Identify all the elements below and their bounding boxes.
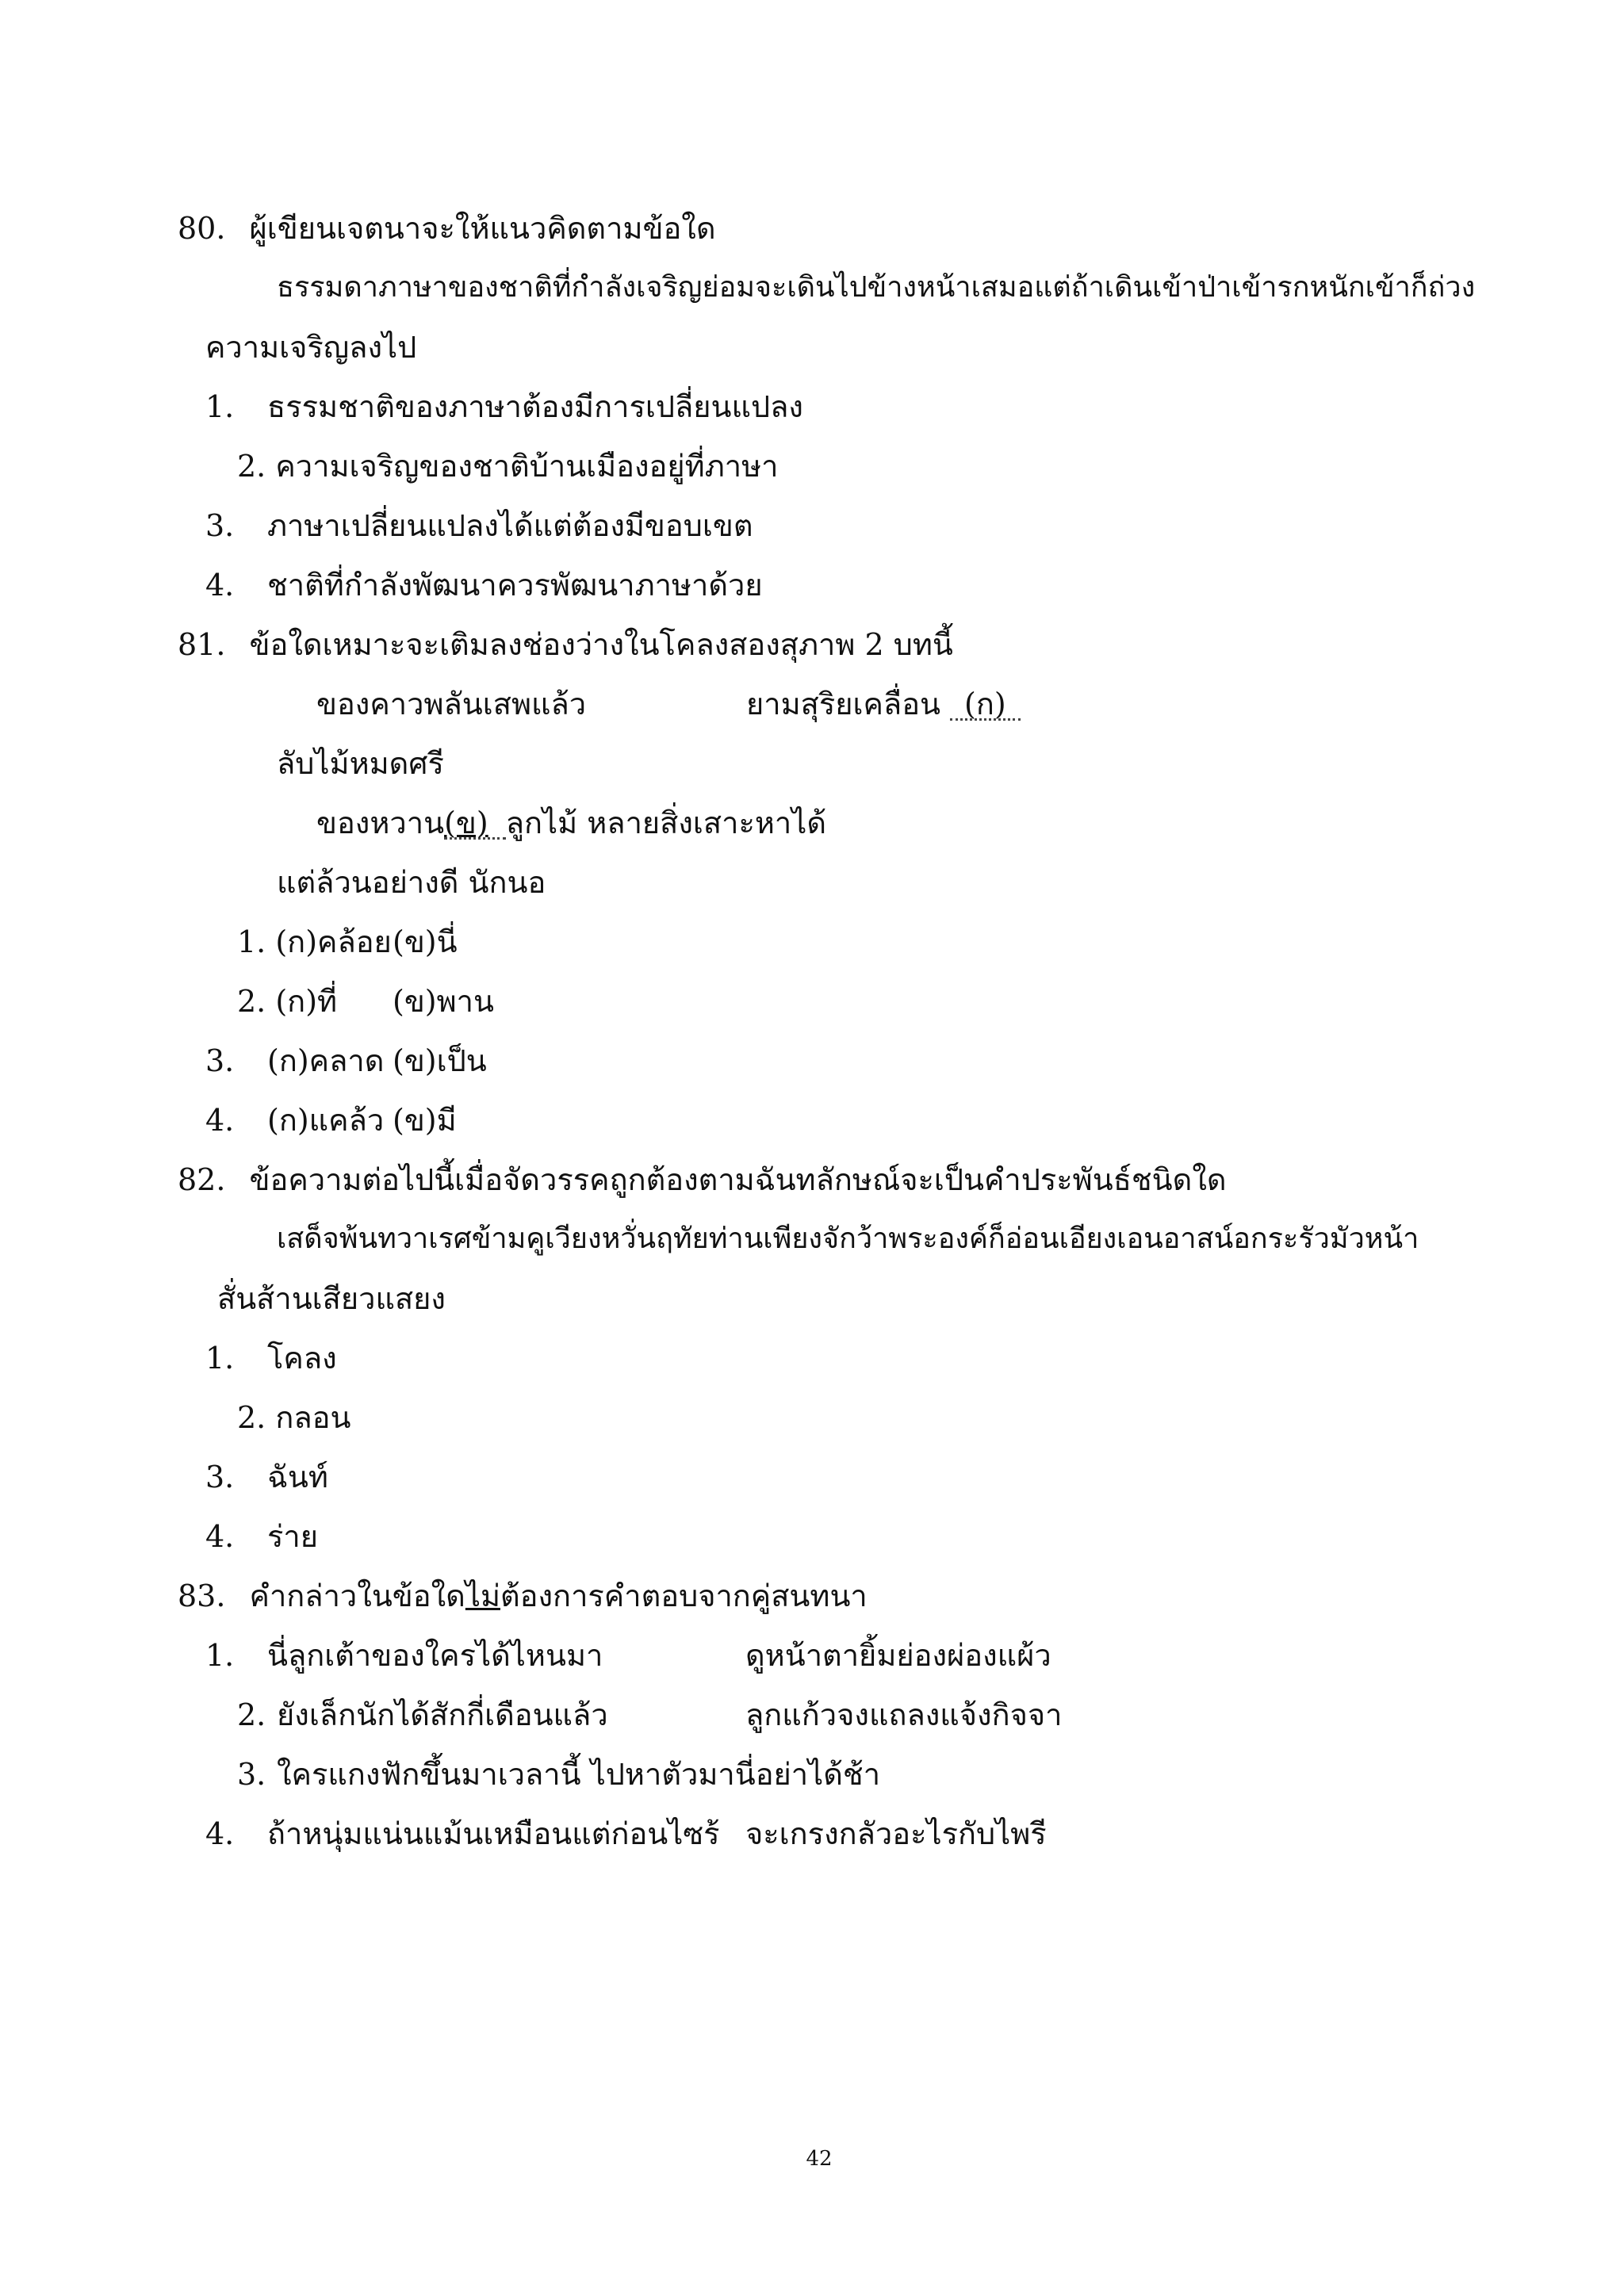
option-3: 3. ภาษาเปลี่ยนแปลงได้แต่ต้องมีขอบเขต — [205, 508, 753, 543]
question-text: ผู้เขียนเจตนาจะให้แนวคิดตามข้อใด — [249, 211, 716, 246]
page-number: 42 — [806, 2147, 833, 2171]
option-1: 1. โคลง — [205, 1341, 337, 1376]
question-number: 82. — [178, 1162, 226, 1197]
question-text: ข้อใดเหมาะจะเติมลงช่องว่างในโคลงสองสุภาพ 2 บทนี้ — [249, 627, 953, 662]
question-81 — [178, 621, 953, 668]
passage-line: ความเจริญลงไป — [205, 330, 417, 365]
blank-a: (ก) — [964, 687, 1006, 721]
option-2: 2. กลอน — [237, 1400, 351, 1435]
option-3: 3. ใครแกงฟักขึ้นมาเวลานี้ ไปหาตัวมานี่อย่าได้ช้า — [237, 1757, 881, 1792]
question-number: 80. — [178, 211, 226, 246]
option-4: 4. ร่าย — [205, 1519, 319, 1554]
question-text: ข้อความต่อไปนี้เมื่อจัดวรรคถูกต้องตามฉันทลักษณ์จะเป็นคำประพันธ์ชนิดใด — [249, 1162, 1227, 1197]
poem-line: ของหวาน(ข) ลูกไม้ หลายสิ่งเสาะหาได้ — [316, 806, 827, 840]
passage-line: เสด็จพ้นทวาเรศข้ามคูเวียงหวั่นฤทัยท่านเพียงจักว้าพระองค์ก็อ่อนเอียงเอนอาสน์อกระรัวมัวหน้า — [277, 1223, 1419, 1255]
passage-line: ธรรมดาภาษาของชาติที่กำลังเจริญย่อมจะเดินไปข้างหน้าเสมอแต่ถ้าเดินเข้าป่าเข้ารกหนักเข้าก็ถ่วง — [277, 271, 1476, 304]
question-80 — [178, 205, 716, 252]
question-83 — [178, 1572, 868, 1620]
blank-b: (ข) — [444, 806, 488, 840]
poem-line: ของคาวพลันเสพแล้ว ยามสุริยเคลื่อน (ก) — [316, 680, 586, 728]
option-4: 4. ชาติที่กำลังพัฒนาควรพัฒนาภาษาด้วย — [205, 568, 763, 603]
emphasis-underline: ไม่ — [465, 1578, 500, 1613]
option-1: 1. (ก)คล้อย (ข)นี่ — [237, 924, 458, 959]
option-4: 4. ถ้าหนุ่มแน่นแม้นเหมือนแต่ก่อนไซร้ จะเกรงกลัวอะไรกับไพรี — [205, 1816, 1047, 1851]
option-2: 2. (ก)ที่ (ข)พาน — [237, 984, 494, 1019]
option-3: 3. ฉันท์ — [205, 1460, 328, 1494]
poem-line: ลับไม้หมดศรี — [277, 746, 444, 781]
option-4: 4. (ก)แคล้ว (ข)มี — [205, 1103, 457, 1138]
option-2: 2. ยังเล็กนักได้สักกี่เดือนแล้ว ลูกแก้วจงแถลงแจ้งกิจจา — [237, 1697, 1063, 1732]
poem-line: แต่ล้วนอย่างดี นักนอ — [277, 865, 546, 900]
question-text: คำกล่าวในข้อใดไม่ต้องการคำตอบจากคู่สนทนา — [249, 1578, 868, 1613]
question-82 — [178, 1156, 1227, 1203]
option-3: 3. (ก)คลาด (ข)เป็น — [205, 1043, 487, 1078]
passage-line: สั่นส้านเสียวแสยง — [217, 1281, 446, 1316]
option-1: 1. นี่ลูกเต้าของใครได้ไหนมา ดูหน้าตายิ้มย่องผ่องแผ้ว — [205, 1638, 1051, 1673]
option-2: 2. ความเจริญของชาติบ้านเมืองอยู่ที่ภาษา — [237, 449, 779, 484]
option-1: 1. ธรรมชาติของภาษาต้องมีการเปลี่ยนแปลง — [205, 389, 803, 424]
question-number: 83. — [178, 1578, 226, 1613]
question-number: 81. — [178, 627, 226, 662]
